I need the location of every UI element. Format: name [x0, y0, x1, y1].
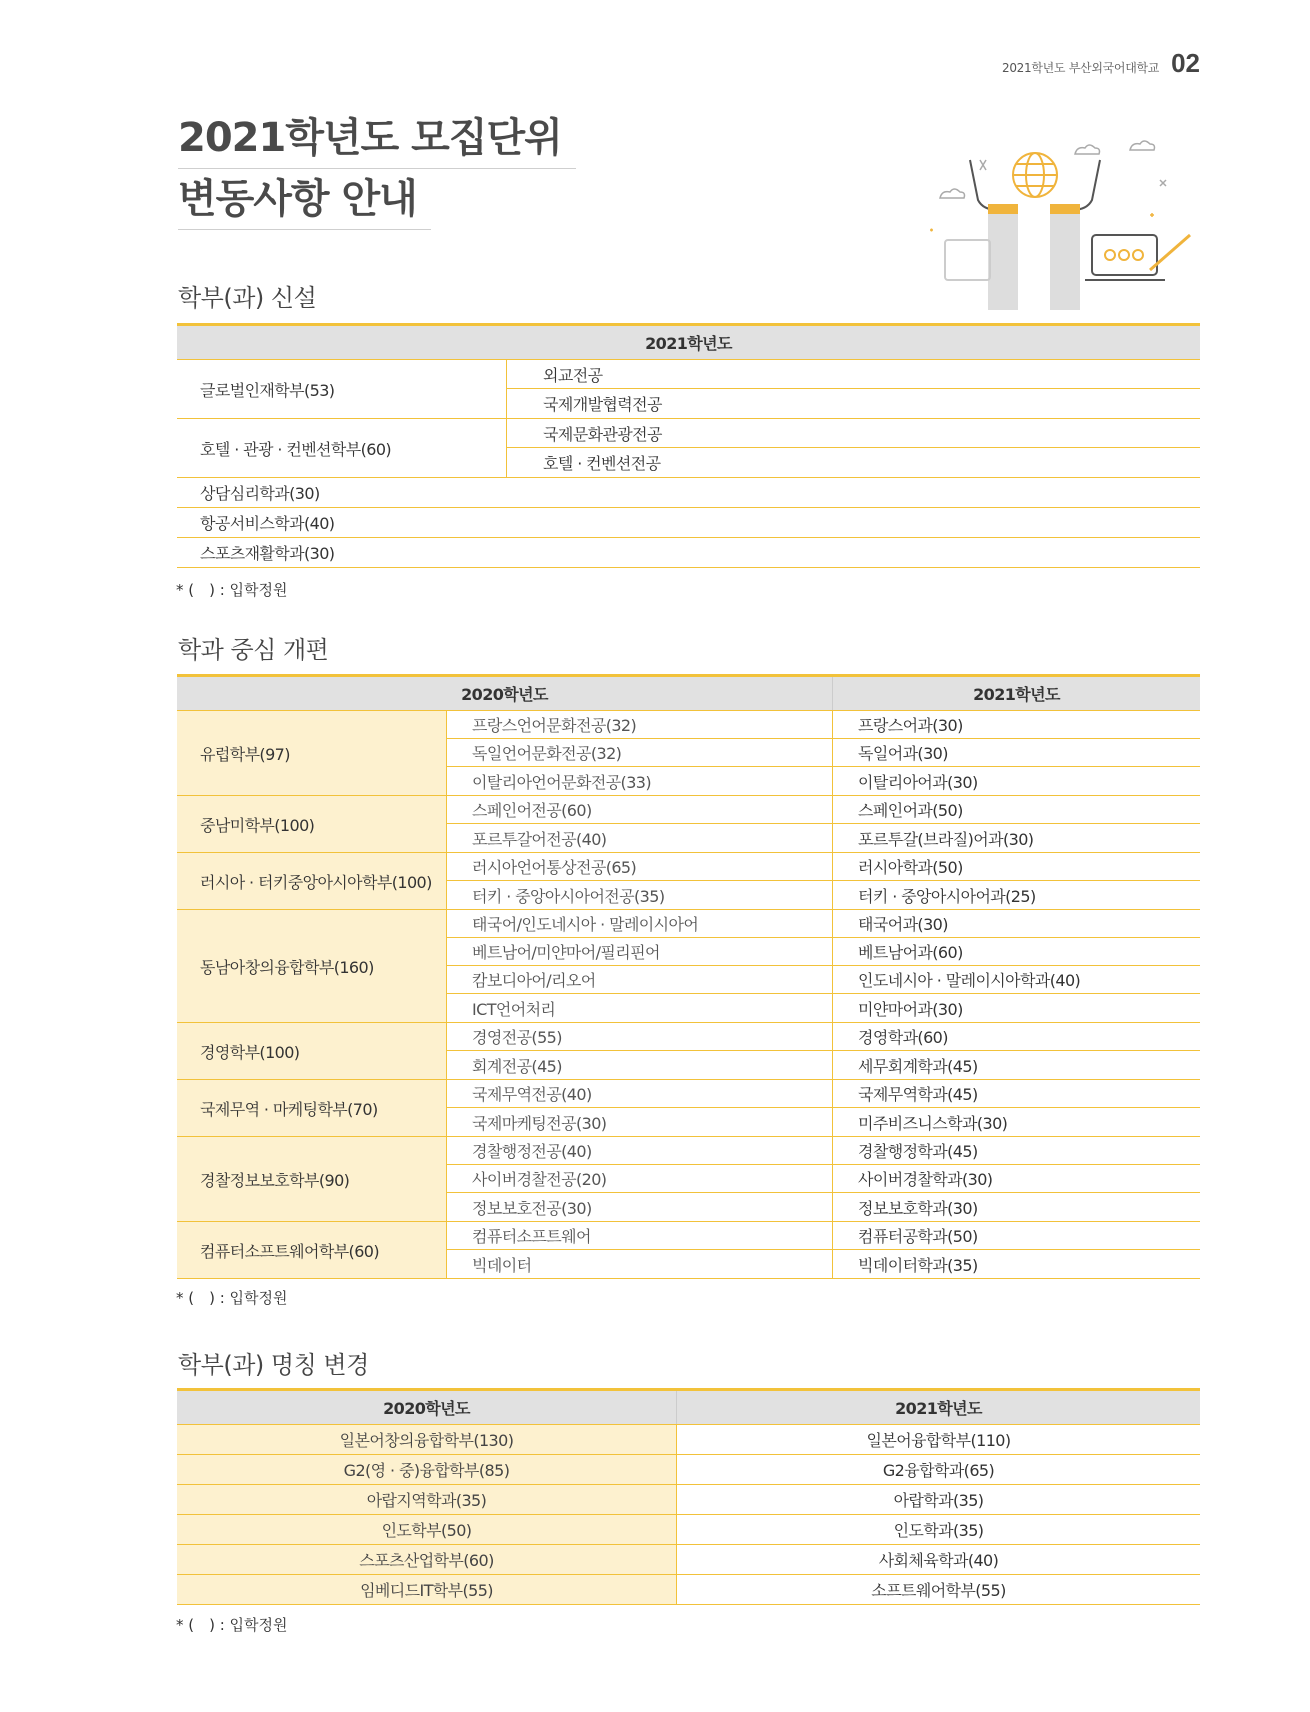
major-cell: 국제무역전공(40) — [447, 1080, 832, 1108]
renamed-departments-table — [177, 1388, 1200, 1605]
table-header — [177, 326, 1200, 360]
section-title-new-depts: 학부(과) 신설 — [178, 284, 317, 312]
reorganization-table — [177, 674, 1200, 1279]
new-name-cell: 소프트웨어학부(55) — [871, 1581, 1006, 1600]
page-number: 02 — [1171, 48, 1200, 78]
new-department-cell: 정보보호학과(30) — [858, 1198, 978, 1218]
major-cell: 회계전공(45) — [472, 1056, 562, 1076]
new-department-cell: 태국어과(30) — [833, 910, 1200, 938]
table-row — [177, 1545, 1200, 1575]
new-department-cell: 사이버경찰학과(30) — [833, 1165, 1200, 1193]
department-cell: 동남아창의융합학부(160) — [177, 910, 447, 1022]
new-department-cell: 프랑스어과(30) — [833, 711, 1200, 739]
new-department-cell: 독일어과(30) — [833, 739, 1200, 767]
department-cell: 유럽학부(97) — [177, 711, 447, 795]
table-row-group — [177, 360, 1200, 419]
footnote: * ( ) : 입학정원 — [176, 581, 288, 599]
major-cell: 빅데이터 — [472, 1255, 532, 1275]
department-cell: 컴퓨터소프트웨어학부(60) — [177, 1222, 447, 1278]
header-2021: 2021학년도 — [973, 685, 1060, 704]
page-title — [178, 108, 576, 230]
table-row — [177, 1485, 1200, 1515]
new-department-cell: 빅데이터학과(35) — [858, 1255, 978, 1275]
major-cell: 포르투갈어전공(40) — [472, 829, 607, 849]
page-header — [1002, 48, 1200, 79]
table-row — [177, 1515, 1200, 1545]
table-row-group — [177, 419, 1200, 478]
new-department-cell: 국제무역학과(45) — [833, 1080, 1200, 1108]
globe-hands-illustration — [910, 140, 1210, 315]
major-cell: 러시아언어통상전공(65) — [447, 853, 832, 881]
header-2020: 2020학년도 — [177, 677, 833, 710]
old-name-cell: 인도학부(50) — [177, 1515, 677, 1544]
new-department-cell: 경영학과(60) — [833, 1023, 1200, 1051]
major-cell: 호텔 · 컨벤션전공 — [543, 454, 661, 473]
major-cell: 정보보호전공(30) — [472, 1198, 592, 1218]
department-cell: 경영학부(100) — [177, 1023, 447, 1079]
new-department-cell: 포르투갈(브라질)어과(30) — [858, 829, 1034, 849]
table-row-group — [177, 1222, 1200, 1279]
header-2021: 2021학년도 — [895, 1399, 982, 1418]
new-name-cell: 일본어융합학부(110) — [866, 1431, 1011, 1450]
table-row-group — [177, 1023, 1200, 1080]
major-cell: 이탈리아언어문화전공(33) — [472, 772, 652, 792]
major-cell: 캄보디아어/리오어 — [447, 966, 832, 994]
table-row — [177, 1425, 1200, 1455]
new-name-cell: 아랍학과(35) — [893, 1491, 984, 1510]
old-name-cell: 아랍지역학과(35) — [177, 1485, 677, 1514]
table-header — [177, 677, 1200, 711]
major-cell: 국제마케팅전공(30) — [472, 1113, 607, 1133]
table-row-group — [177, 1137, 1200, 1222]
table-row-group — [177, 853, 1200, 910]
section-title-renamed: 학부(과) 명칭 변경 — [178, 1351, 369, 1379]
new-name-cell: G2융합학과(65) — [882, 1461, 995, 1480]
table-row — [177, 1455, 1200, 1485]
table-row: 항공서비스학과(40) — [177, 508, 1200, 538]
table-row-group — [177, 796, 1200, 853]
new-departments-table — [177, 323, 1200, 568]
new-department-cell: 미얀마어과(30) — [858, 999, 963, 1019]
header-2020: 2020학년도 — [177, 1391, 677, 1424]
new-department-cell: 베트남어과(60) — [833, 938, 1200, 966]
major-cell: 경영전공(55) — [447, 1023, 832, 1051]
table-row — [177, 1575, 1200, 1605]
new-department-cell: 러시아학과(50) — [833, 853, 1200, 881]
major-cell: 독일언어문화전공(32) — [447, 739, 832, 767]
footnote: * ( ) : 입학정원 — [176, 1289, 288, 1307]
old-name-cell: 임베디드IT학부(55) — [177, 1575, 677, 1604]
table-row-group — [177, 1080, 1200, 1137]
major-cell: 컴퓨터소프트웨어 — [447, 1222, 832, 1250]
footnote: * ( ) : 입학정원 — [176, 1616, 288, 1634]
new-department-cell: 인도네시아 · 말레이시아학과(40) — [833, 966, 1200, 994]
section-title-reorganization: 학과 중심 개편 — [178, 636, 329, 664]
new-department-cell: 미주비즈니스학과(30) — [858, 1113, 1008, 1133]
major-cell: 태국어/인도네시아 · 말레이시아어 — [447, 910, 832, 938]
department-cell: 경찰정보보호학부(90) — [177, 1137, 447, 1221]
department-cell: 국제무역 · 마케팅학부(70) — [177, 1080, 447, 1136]
header-2021: 2021학년도 — [645, 334, 732, 353]
major-cell: 스페인어전공(60) — [447, 796, 832, 824]
major-cell: ICT언어처리 — [472, 999, 556, 1019]
major-cell: 터키 · 중앙아시아어전공(35) — [472, 886, 665, 906]
new-department-cell: 스페인어과(50) — [833, 796, 1200, 824]
table-row-group — [177, 910, 1200, 1023]
old-name-cell: G2(영 · 중)융합학부(85) — [177, 1455, 677, 1484]
department-cell: 러시아 · 터키중앙아시아학부(100) — [177, 853, 447, 909]
major-cell: 경찰행정전공(40) — [447, 1137, 832, 1165]
table-header — [177, 1391, 1200, 1425]
old-name-cell: 일본어창의융합학부(130) — [177, 1425, 677, 1454]
old-name-cell: 스포츠산업학부(60) — [177, 1545, 677, 1574]
major-cell: 국제문화관광전공 — [507, 419, 1200, 448]
table-row: 스포츠재활학과(30) — [177, 538, 1200, 568]
department-cell: 글로벌인재학부(53) — [177, 360, 507, 418]
major-cell: 국제개발협력전공 — [543, 395, 662, 414]
title-line-2: 변동사항 안내 — [178, 169, 431, 230]
new-name-cell: 인도학과(35) — [893, 1521, 984, 1540]
major-cell: 프랑스언어문화전공(32) — [447, 711, 832, 739]
major-cell: 베트남어/미얀마어/필리핀어 — [447, 938, 832, 966]
new-department-cell: 경찰행정학과(45) — [833, 1137, 1200, 1165]
table-row: 상담심리학과(30) — [177, 478, 1200, 508]
department-cell: 호텔 · 관광 · 컨벤션학부(60) — [177, 419, 507, 477]
new-department-cell: 세무회계학과(45) — [858, 1056, 978, 1076]
new-department-cell: 이탈리아어과(30) — [858, 772, 978, 792]
major-cell: 사이버경찰전공(20) — [447, 1165, 832, 1193]
new-department-cell: 터키 · 중앙아시아어과(25) — [858, 886, 1036, 906]
major-cell: 외교전공 — [507, 360, 1200, 389]
table-row-group — [177, 711, 1200, 796]
school-name: 2021학년도 부산외국어대학교 — [1002, 61, 1160, 75]
new-name-cell: 사회체육학과(40) — [878, 1551, 999, 1570]
new-department-cell: 컴퓨터공학과(50) — [833, 1222, 1200, 1250]
department-cell: 중남미학부(100) — [177, 796, 447, 852]
title-line-1: 2021학년도 모집단위 — [178, 108, 576, 169]
